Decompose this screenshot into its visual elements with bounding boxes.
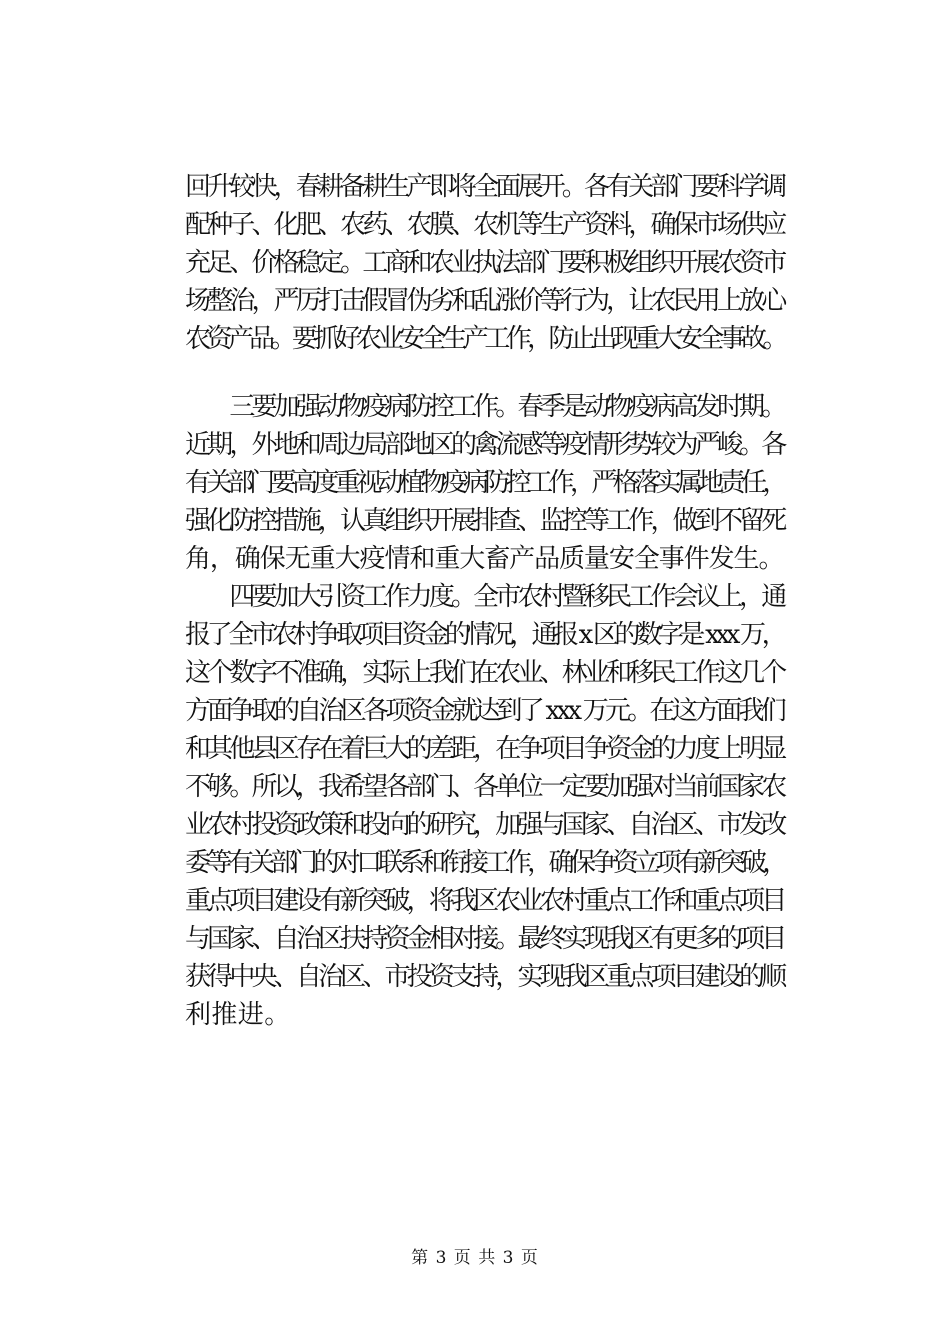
text-line: 场整治，严厉打击假冒伪劣和乱涨价等行为，让农民用上放心: [185, 286, 784, 316]
text-line: 获得中央、自治区、市投资支持，实现我区重点项目建设的顺: [185, 962, 784, 992]
text-line: 三要加强动物疫病防控工作。春季是动物疫病高发时期。: [185, 392, 784, 422]
text-line: 配种子、化肥、农药、农膜、农机等生产资料，确保市场供应: [185, 210, 784, 240]
text-line: 近期，外地和周边局部地区的禽流感等疫情形势较为严峻。各: [185, 430, 784, 460]
text-line: 四要加大引资工作力度。全市农村暨移民工作会议上，通: [185, 582, 784, 612]
text-line: 回升较快，春耕备耕生产即将全面展开。各有关部门要科学调: [185, 172, 784, 202]
text-line: 强化防控措施，认真组织开展排查、监控等工作，做到不留死: [185, 506, 784, 536]
text-line: 委等有关部门的对口联系和衔接工作，确保争资立项有新突破，: [185, 848, 784, 878]
text-line: 农资产品。要抓好农业安全生产工作，防止出现重大安全事故。: [185, 324, 784, 354]
paragraph-spacer: [185, 358, 785, 388]
text-line: 报了全市农村争取项目资金的情况，通报 x 区的数字是 xxx 万，: [185, 620, 784, 650]
text-line: 方面争取的自治区各项资金就达到了 xxx 万元。在这方面我们: [185, 696, 784, 726]
paragraph-1: [185, 168, 785, 358]
paragraph-3: [185, 578, 785, 1034]
page-number-footer: 第 3 页 共 3 页: [411, 1248, 539, 1268]
document-body: [185, 168, 785, 1034]
text-line: 重点项目建设有新突破，将我区农业农村重点工作和重点项目: [185, 886, 784, 916]
text-line: 利推进。: [185, 1000, 291, 1030]
text-line: 充足、价格稳定。工商和农业执法部门要积极组织开展农资市: [185, 248, 784, 278]
paragraph-2: [185, 388, 785, 578]
text-line: 和其他县区存在着巨大的差距，在争项目争资金的力度上明显: [185, 734, 784, 764]
text-line: 有关部门要高度重视动植物疫病防控工作，严格落实属地责任，: [185, 468, 784, 498]
text-line: 与国家、自治区扶持资金相对接。最终实现我区有更多的项目: [185, 924, 784, 954]
text-line: 这个数字不准确，实际上我们在农业、林业和移民工作这几个: [185, 658, 784, 688]
text-line: 业农村投资政策和投向的研究，加强与国家、自治区、市发改: [185, 810, 784, 840]
text-line: 不够。所以，我希望各部门、各单位一定要加强对当前国家农: [185, 772, 784, 802]
text-line: 角，确保无重大疫情和重大畜产品质量安全事件发生。: [185, 544, 784, 574]
